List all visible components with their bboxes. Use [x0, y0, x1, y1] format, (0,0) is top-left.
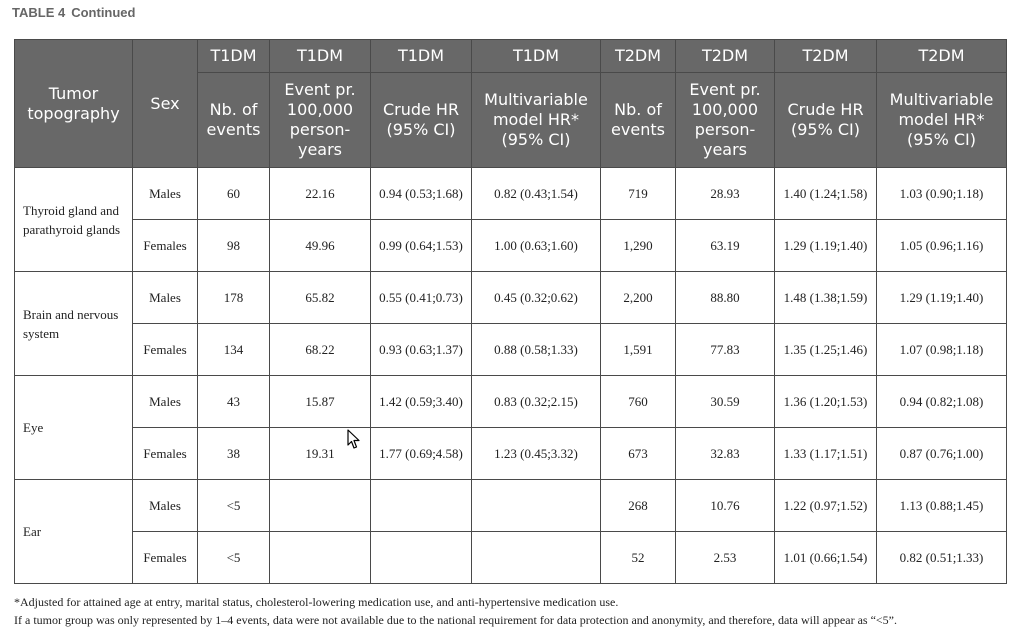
table-cell: 1.77 (0.69;4.58): [371, 428, 472, 480]
sex-cell: Females: [133, 220, 198, 272]
table-cell: 98: [198, 220, 270, 272]
table-cell: <5: [198, 532, 270, 584]
sex-cell: Males: [133, 376, 198, 428]
table-cell: 77.83: [676, 324, 775, 376]
table-cell: 1.33 (1.17;1.51): [775, 428, 877, 480]
table-cell: 0.83 (0.32;2.15): [472, 376, 601, 428]
table-row: [15, 532, 1007, 584]
table-cell: 673: [601, 428, 676, 480]
table-cell: 60: [198, 168, 270, 220]
header-column: Crude HR (95% CI): [371, 73, 472, 168]
header-group: T1DM: [270, 40, 371, 73]
table-cell: 1.05 (0.96;1.16): [877, 220, 1007, 272]
table-cell: 1.35 (1.25;1.46): [775, 324, 877, 376]
sex-cell: Males: [133, 168, 198, 220]
header-sex: Sex: [133, 40, 198, 168]
table-cell: 719: [601, 168, 676, 220]
table-row: [15, 480, 1007, 532]
table-cell: 0.82 (0.51;1.33): [877, 532, 1007, 584]
table-cell: 0.99 (0.64;1.53): [371, 220, 472, 272]
table-row: [15, 324, 1007, 376]
table-cell: 38: [198, 428, 270, 480]
table-cell: 30.59: [676, 376, 775, 428]
table-cell: [371, 532, 472, 584]
sex-cell: Females: [133, 324, 198, 376]
header-column: Event pr. 100,000 person-years: [676, 73, 775, 168]
header-column: Event pr. 100,000 person-years: [270, 73, 371, 168]
header-tumor-topography: Tumor topography: [15, 40, 133, 168]
table-cell: 1.22 (0.97;1.52): [775, 480, 877, 532]
table-cell: 1.03 (0.90;1.18): [877, 168, 1007, 220]
table-cell: 1.00 (0.63;1.60): [472, 220, 601, 272]
sex-cell: Females: [133, 428, 198, 480]
mouse-pointer-icon: [347, 429, 361, 450]
table-cell: 1.48 (1.38;1.59): [775, 272, 877, 324]
table-cell: [472, 480, 601, 532]
table-cell: 1.13 (0.88;1.45): [877, 480, 1007, 532]
table-cell: 1.23 (0.45;3.32): [472, 428, 601, 480]
table-cell: <5: [198, 480, 270, 532]
header-group: T2DM: [601, 40, 676, 73]
header-group: T1DM: [198, 40, 270, 73]
header-column: Multivariable model HR* (95% CI): [472, 73, 601, 168]
table-cell: 52: [601, 532, 676, 584]
footnote-adjustment: *Adjusted for attained age at entry, marital status, cholesterol-lowering medication use, and anti-hypertensive medication use.: [14, 595, 619, 609]
table-cell: 1.42 (0.59;3.40): [371, 376, 472, 428]
table-cell: 1.29 (1.19;1.40): [775, 220, 877, 272]
table-row: [15, 428, 1007, 480]
table-row: [15, 376, 1007, 428]
table-cell: [270, 532, 371, 584]
table-cell: 1.36 (1.20;1.53): [775, 376, 877, 428]
table-cell: [371, 480, 472, 532]
table-row: [15, 168, 1007, 220]
table-cell: 1.07 (0.98;1.18): [877, 324, 1007, 376]
table-cell: 0.94 (0.82;1.08): [877, 376, 1007, 428]
table-cell: 0.55 (0.41;0.73): [371, 272, 472, 324]
table-footnotes: [14, 593, 1014, 629]
table-cell: 0.82 (0.43;1.54): [472, 168, 601, 220]
table-row: [15, 272, 1007, 324]
table-caption: [12, 5, 135, 20]
table-cell: 49.96: [270, 220, 371, 272]
table-cell: 28.93: [676, 168, 775, 220]
header-column: Nb. of events: [601, 73, 676, 168]
table-cell: 0.88 (0.58;1.33): [472, 324, 601, 376]
table-cell: 22.16: [270, 168, 371, 220]
sex-cell: Males: [133, 480, 198, 532]
tumor-topography-cell: Thyroid gland and parathyroid glands: [15, 168, 133, 272]
table-cell: [472, 532, 601, 584]
sex-cell: Males: [133, 272, 198, 324]
table-cell: 1,591: [601, 324, 676, 376]
table-cell: 134: [198, 324, 270, 376]
tumor-topography-cell: Eye: [15, 376, 133, 480]
sex-cell: Females: [133, 532, 198, 584]
table-cell: 1.29 (1.19;1.40): [877, 272, 1007, 324]
table-cell: 1.40 (1.24;1.58): [775, 168, 877, 220]
table-cell: 1.01 (0.66;1.54): [775, 532, 877, 584]
table-cell: 32.83: [676, 428, 775, 480]
table-cell: 760: [601, 376, 676, 428]
table-cell: 43: [198, 376, 270, 428]
table-cell: 0.94 (0.53;1.68): [371, 168, 472, 220]
table-number: TABLE 4: [12, 5, 66, 20]
table-cell: 10.76: [676, 480, 775, 532]
table-cell: 1,290: [601, 220, 676, 272]
tumor-topography-cell: Brain and nervous system: [15, 272, 133, 376]
table-cell: 178: [198, 272, 270, 324]
table-cell: 65.82: [270, 272, 371, 324]
table-cell: 15.87: [270, 376, 371, 428]
results-table: [14, 39, 1007, 584]
table-cell: 0.87 (0.76;1.00): [877, 428, 1007, 480]
header-column: Crude HR (95% CI): [775, 73, 877, 168]
header-column: Nb. of events: [198, 73, 270, 168]
tumor-topography-cell: Ear: [15, 480, 133, 584]
table-cell: 0.45 (0.32;0.62): [472, 272, 601, 324]
table-cell: 268: [601, 480, 676, 532]
table-cell: 68.22: [270, 324, 371, 376]
header-group: T2DM: [877, 40, 1007, 73]
table-cell: 63.19: [676, 220, 775, 272]
table-cell: 2,200: [601, 272, 676, 324]
table-cell: 2.53: [676, 532, 775, 584]
header-group: T2DM: [775, 40, 877, 73]
table-cell: 0.93 (0.63;1.37): [371, 324, 472, 376]
header-column: Multivariable model HR* (95% CI): [877, 73, 1007, 168]
table-cell: [270, 480, 371, 532]
header-group-row: [15, 40, 1007, 73]
table-cell: 19.31: [270, 428, 371, 480]
header-group: T1DM: [371, 40, 472, 73]
table-row: [15, 220, 1007, 272]
footnote-data-protection: If a tumor group was only represented by 1–4 events, data were not available due to the national requirement for data protection and anonymity, and therefore, data will appear as “<5”.: [14, 613, 897, 627]
header-group: T1DM: [472, 40, 601, 73]
table-cell: 88.80: [676, 272, 775, 324]
table-continued-label: Continued: [71, 5, 136, 20]
header-group: T2DM: [676, 40, 775, 73]
